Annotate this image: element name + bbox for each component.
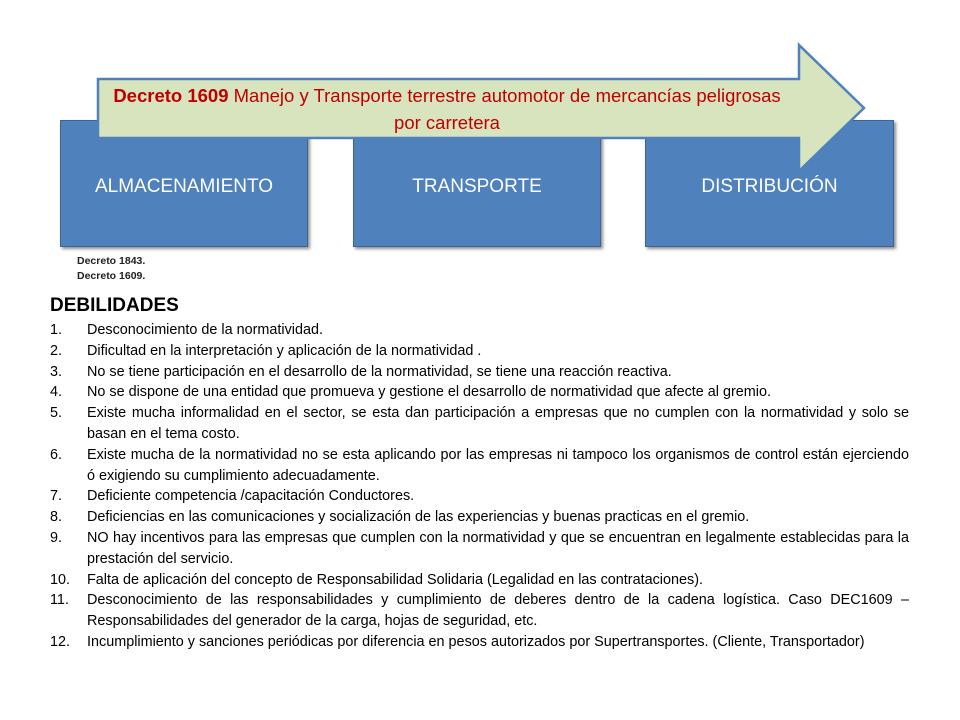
list-item (50, 632, 909, 653)
list-item-number: 4. (50, 384, 63, 401)
decree-arrow-bold: Decreto 1609 (113, 85, 229, 106)
box-distribucion-label: DISTRIBUCIÓN (701, 175, 838, 197)
list-item (50, 590, 909, 632)
list-item-text: Desconocimiento de las responsabilidades y cumplimiento de deberes dentro de la cadena logística. Caso DEC1609 – Responsabilidades del generador de la carga, hojas de seguridad, etc. (87, 592, 909, 630)
list-item-text: Existe mucha de la normatividad no se esta aplicando por las empresas ni tampoco los organismos de control están ejerciendo ó exigiendo su cumplimiento adecuadamente. (87, 446, 909, 484)
list-item-number: 10. (50, 571, 71, 588)
list-item-text: Incumplimiento y sanciones periódicas por diferencia en pesos autorizados por Supertransportes. (Cliente, Transportador) (87, 633, 865, 650)
list-item (50, 403, 909, 445)
decree-reference: Decreto 1609. (77, 270, 146, 282)
list-item (50, 528, 909, 570)
section-heading: DEBILIDADES (50, 295, 179, 316)
list-item-text: NO hay incentivos para las empresas que cumplen con la normatividad y que se encuentran en legalmente establecidas para la prestación del servicio. (87, 529, 909, 567)
list-item (50, 382, 909, 403)
decree-arrow-text (112, 82, 782, 136)
list-item-number: 7. (50, 488, 63, 505)
list-item-text: Dificultad en la interpretación y aplicación de la normatividad . (87, 342, 482, 359)
list-item (50, 320, 909, 341)
list-item (50, 362, 909, 383)
list-item-number: 12. (50, 633, 71, 650)
list-item-number: 8. (50, 509, 63, 526)
list-item (50, 507, 909, 528)
list-item-text: Deficiente competencia /capacitación Conductores. (87, 488, 415, 505)
list-item-text: Desconocimiento de la normatividad. (87, 322, 323, 338)
decree-references (77, 254, 145, 284)
list-item-text: Falta de aplicación del concepto de Responsabilidad Solidaria (Legalidad en las contrataciones). (87, 571, 703, 588)
list-item-number: 3. (50, 363, 63, 380)
box-almacenamiento-label: ALMACENAMIENTO (94, 175, 274, 197)
list-item (50, 341, 909, 362)
list-item-text: Existe mucha informalidad en el sector, se esta dan participación a empresas que no cumplen con la normatividad y solo se basan en el tema costo. (87, 405, 909, 442)
list-item-text: No se dispone de una entidad que promueva y gestione el desarrollo de normatividad que afecte al gremio. (87, 384, 771, 401)
list-item-number: 1. (50, 322, 63, 338)
box-transporte-label: TRANSPORTE (412, 175, 542, 197)
list-item (50, 570, 909, 591)
list-item-number: 2. (50, 342, 63, 359)
list-item-text: No se tiene participación en el desarrollo de la normatividad, se tiene una reacción reactiva. (87, 363, 672, 380)
list-item-number: 9. (50, 529, 63, 546)
list-item-number: 6. (50, 446, 63, 463)
weakness-list (50, 320, 909, 653)
decree-arrow-rest: Manejo y Transporte terrestre automotor de mercancías peligrosas por carretera (228, 85, 781, 133)
list-item-number: 5. (50, 405, 63, 422)
list-item (50, 445, 909, 487)
decree-reference: Decreto 1843. (77, 255, 146, 267)
list-item-text: Deficiencias en las comunicaciones y socialización de las experiencias y buenas practicas en el gremio. (87, 509, 750, 526)
list-item (50, 486, 909, 507)
list-item-number: 11. (50, 592, 69, 609)
